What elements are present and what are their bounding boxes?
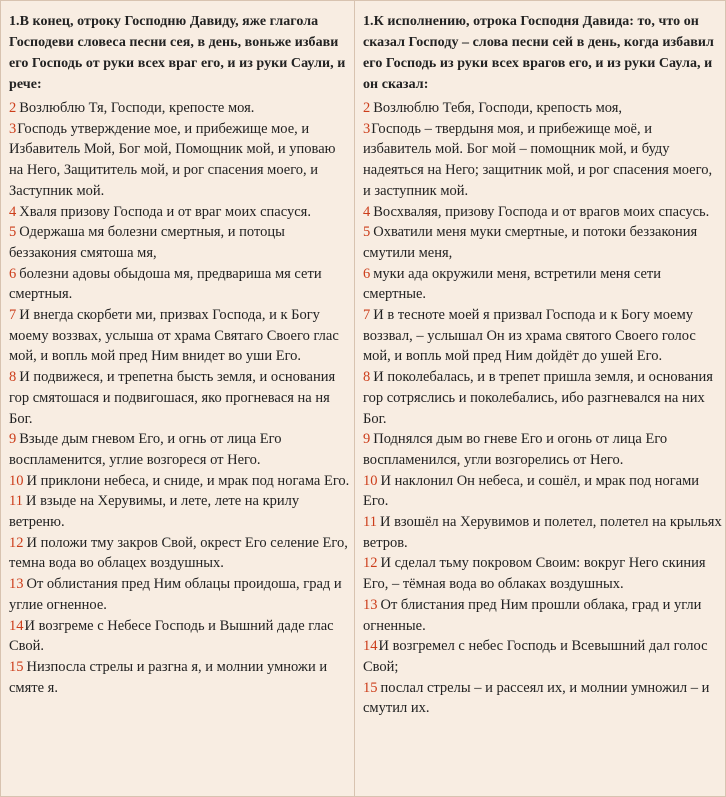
- verse-text: Господь утверждение мое, и прибежище мое, и Избавитель Мой, Бог мой, Помощник мой, и уповаю на Него, Защититель мой, и рог спасения моего, и Заступник мой.: [9, 120, 336, 199]
- verse-text: И внегда скорбети ми, призвах Господа, и к Богу моему воззвах, услыша от храма Святаго Своего глас мой, и вопль мой пред Ним внидет во уши Его.: [9, 307, 339, 365]
- verse-text: И сделал тьму покровом Своим: вокруг Него скиния Его, – тёмная вода во облаках воздушных.: [363, 555, 706, 593]
- verse-number: 2: [363, 100, 371, 116]
- verse-number: 14: [9, 617, 24, 634]
- left-verse: [9, 491, 352, 532]
- verse-number: 4: [9, 203, 17, 220]
- verse-text: Поднялся дым во гневе Его и огонь от лица Его воспламенился, угли возгорелись от Него.: [363, 431, 668, 468]
- verse-number: 5: [9, 224, 17, 241]
- left-verse: [9, 657, 352, 698]
- verse-text: И взыде на Херувимы, и лете, лете на крилу ветреню.: [9, 493, 300, 531]
- left-verse: [9, 574, 352, 615]
- left-verse: [9, 119, 352, 202]
- right-verse-list: [363, 98, 723, 719]
- left-verse: [9, 616, 352, 657]
- verse-text: От блистания пред Ним прошли облака, град и угли огненные.: [363, 596, 702, 634]
- right-verse: [363, 222, 723, 263]
- right-verse: [363, 512, 723, 553]
- right-verse: [363, 305, 723, 367]
- right-verse: [363, 636, 723, 677]
- verse-number: 9: [9, 431, 17, 448]
- left-verse: [9, 264, 352, 305]
- verse-number: 11: [363, 514, 377, 531]
- verse-text: Одержаша мя болезни смертныя, и потоцы беззакония смятоша мя,: [9, 224, 285, 261]
- left-verse: [9, 305, 352, 367]
- verse-text: От облистания пред Ним облацы проидоша, град и углие огненное.: [9, 576, 342, 613]
- verse-number: 3: [363, 120, 371, 137]
- left-verse: [9, 533, 352, 574]
- right-verse: [363, 119, 723, 202]
- verse-text: И в тесноте моей я призвал Господа и к Богу моему воззвал, – услышал Он из храма святого Своего голос мой, и вопль мой пред Ним дойдёт до ушей Его.: [363, 307, 696, 365]
- verse-text: И возгреме с Небесе Господь и Вышний даде глас Свой.: [9, 617, 334, 655]
- verse-number: 4: [363, 203, 371, 220]
- right-verse: [363, 367, 723, 429]
- verse-number: 6: [9, 265, 17, 282]
- verse-text: И приклони небеса, и сниде, и мрак под ногама Его.: [26, 472, 350, 489]
- verse-number: 15: [363, 679, 378, 696]
- verse-text: И подвижеся, и трепетна бысть земля, и основания гор смятошася и подвигошася, яко прогневася на ня Бог.: [9, 369, 336, 427]
- left-heading: 1.В конец, отроку Господню Давиду, яже глаголa Господеви словеса песни сея, в день, вoньже избави его Господь от руки всех враг его, и из руки Саули, и рече:: [9, 14, 346, 92]
- verse-number: 6: [363, 265, 371, 282]
- verse-text: И наклонил Он небеса, и сошёл, и мрак под ногами Его.: [363, 472, 700, 510]
- left-verse: [9, 222, 352, 263]
- verse-number: 12: [9, 534, 24, 551]
- verse-number: 5: [363, 224, 371, 241]
- verse-number: 13: [363, 596, 378, 613]
- verse-number: 2: [9, 100, 17, 116]
- right-verse: [363, 553, 723, 594]
- left-verse: [9, 471, 352, 492]
- verse-text: И взошёл на Херувимов и полетел, полетел на крыльях ветров.: [363, 514, 722, 551]
- verse-number: 13: [9, 576, 24, 593]
- church-slavonic-column: [1, 1, 355, 796]
- verse-number: 3: [9, 120, 17, 137]
- verse-text: И положи тму закров Свой, окрест Его селение Его, темна вода во облацех воздушных.: [9, 534, 348, 572]
- russian-translation-column: [355, 1, 725, 796]
- right-verse: [363, 471, 723, 512]
- left-verse: [9, 367, 352, 429]
- left-verse-list: [9, 98, 352, 698]
- verse-number: 11: [9, 493, 23, 510]
- verse-text: Взыде дым гневом Его, и огнь от лица Его воспламенится, углие возгореся от Него.: [9, 431, 282, 468]
- verse-text: Восхваляя, призову Господа и от врагов моих спасусь.: [373, 203, 710, 220]
- verse-text: Низпосла стрелы и разгна я, и молнии умножи и смяте я.: [9, 658, 328, 696]
- verse-text: болезни адовы обыдоша мя, предвариша мя сети смертныя.: [9, 265, 322, 303]
- verse-text: Хваля призову Господа и от враг моих спасуся.: [19, 203, 311, 220]
- right-verse: [363, 264, 723, 305]
- left-verse: [9, 202, 352, 223]
- verse-text: Возлюблю Тебя, Господи, крепость моя,: [373, 100, 623, 116]
- right-verse: [363, 98, 723, 119]
- verse-text: Возлюблю Тя, Господи, крeпосте моя.: [19, 100, 255, 116]
- right-verse: [363, 202, 723, 223]
- verse-number: 12: [363, 555, 378, 572]
- verse-number: 8: [363, 369, 371, 386]
- verse-number: 7: [9, 307, 17, 324]
- verse-number: 8: [9, 369, 17, 386]
- verse-number: 10: [363, 472, 378, 489]
- verse-number: 7: [363, 307, 371, 324]
- right-heading: 1.К исполнению, отрока Господня Давида: то, что он сказал Господу – слова песни сей в день, когда избавил его Господь из руки всех врагов его, и из руки Саула, и он сказал:: [363, 14, 714, 92]
- verse-number: 14: [363, 638, 378, 655]
- verse-text: послал стрелы – и рассеял их, и молнии умножил – и смутил их.: [363, 679, 710, 717]
- left-verse: [9, 429, 352, 470]
- left-verse: [9, 98, 352, 119]
- verse-text: Господь – твердыня моя, и прибежище моё, и избавитель мой. Бог мой – помощник мой, и буду надеяться на Него; защитник мой, и рог спасения моего, и заступник мой.: [363, 120, 713, 199]
- verse-text: И поколебалась, и в трепет пришла земля, и основания гор сотряслись и поколебались, ибо разгневался на них Бог.: [363, 369, 713, 427]
- verse-text: Охватили меня муки смертные, и потоки беззакония смутили меня,: [363, 224, 698, 261]
- verse-number: 10: [9, 472, 24, 489]
- verse-number: 9: [363, 431, 371, 448]
- verse-text: И возгремел с небес Господь и Всевышний дал голос Свой;: [363, 638, 708, 675]
- right-verse: [363, 678, 723, 719]
- right-verse: [363, 429, 723, 470]
- verse-number: 15: [9, 658, 24, 675]
- right-verse: [363, 595, 723, 636]
- verse-text: муки ада окружили меня, встретили меня сети смертные.: [363, 265, 662, 303]
